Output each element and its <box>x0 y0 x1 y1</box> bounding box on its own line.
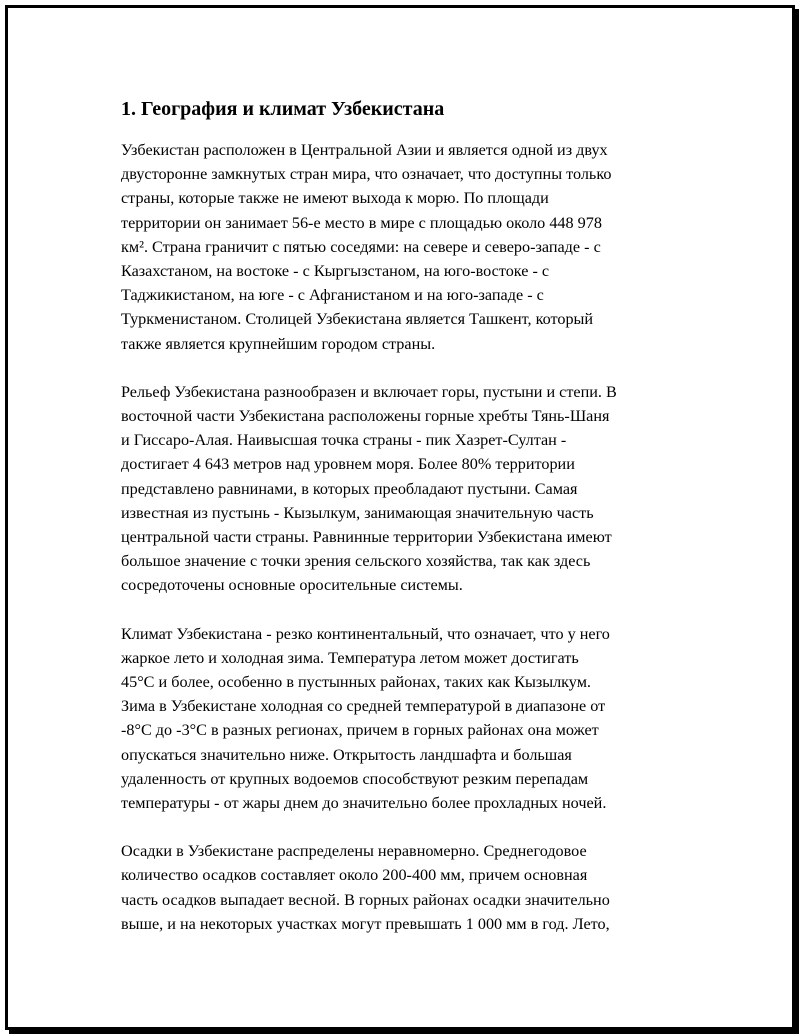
text-line: часть осадков выпадает весной. В горных районах осадки значительно <box>121 890 610 909</box>
text-line: восточной части Узбекистана расположены горные хребты Тянь-Шаня <box>121 407 610 426</box>
paragraph-precipitation <box>121 839 695 936</box>
text-line: территории он занимает 56-е место в мире с площадью около 448 978 <box>121 213 602 232</box>
text-line: количество осадков составляет около 200-400 мм, причем основная <box>121 866 588 885</box>
text-line: Узбекистан расположен в Центральной Азии и является одной из двух <box>121 141 608 159</box>
text-line: выше, и на некоторых участках могут превышать 1 000 мм в год. Лето, <box>121 914 610 933</box>
paragraph-geography <box>121 138 695 356</box>
text-line: Рельеф Узбекистана разнообразен и включает горы, пустыни и степи. В <box>121 382 617 401</box>
document-content <box>121 96 695 960</box>
text-line: -8°C до -3°C в разных регионах, причем в горных районах она может <box>121 721 599 740</box>
text-line: и Гиссаро-Алая. Наивысшая точка страны - пик Хазрет-Султан - <box>121 431 567 450</box>
text-line: км². Страна граничит с пятью соседями: на севере и северо-западе - с <box>121 237 601 256</box>
text-line: Климат Узбекистана - резко континентальный, что означает, что у него <box>121 624 610 643</box>
text-line: двусторонне замкнутых стран мира, что означает, что доступны только <box>121 165 612 184</box>
text-line: представлено равнинами, в которых преобладают пустыни. Самая <box>121 479 578 498</box>
paragraph-climate <box>121 622 695 816</box>
text-line: также является крупнейшим городом страны. <box>121 334 436 353</box>
text-line: Осадки в Узбекистане распределены неравномерно. Среднегодовое <box>121 842 587 861</box>
text-line: опускаться значительно ниже. Открытость ландшафта и большая <box>121 745 572 764</box>
section-heading: 1. География и климат Узбекистана <box>121 98 445 120</box>
document-page <box>5 5 795 1030</box>
text-line: Туркменистаном. Столицей Узбекистана является Ташкент, который <box>121 310 594 329</box>
text-line: Таджикистаном, на юге - с Афганистаном и на юго-западе - с <box>121 286 544 305</box>
text-line: удаленность от крупных водоемов способствуют резким перепадам <box>121 769 589 788</box>
text-line: достигает 4 643 метров над уровнем моря. Более 80% территории <box>121 455 575 474</box>
text-line: 45°C и более, особенно в пустынных районах, таких как Кызылкум. <box>121 673 591 692</box>
text-line: Казахстаном, на востоке - с Кыргызстаном, на юго-востоке - с <box>121 262 550 281</box>
text-line: жаркое лето и холодная зима. Температура летом может достигать <box>121 648 579 667</box>
text-line: температуры - от жары днем до значительно более прохладных ночей. <box>121 794 607 813</box>
text-line: сосредоточены основные оросительные системы. <box>121 576 463 595</box>
paragraph-relief <box>121 380 695 598</box>
text-line: центральной части страны. Равнинные территории Узбекистана имеют <box>121 528 612 547</box>
text-line: страны, которые также не имеют выхода к морю. По площади <box>121 189 549 208</box>
text-line: большое значение с точки зрения сельского хозяйства, так как здесь <box>121 552 591 571</box>
text-line: известная из пустынь - Кызылкум, занимающая значительную часть <box>121 503 594 522</box>
text-line: Зима в Узбекистане холодная со средней температурой в диапазоне от <box>121 697 606 716</box>
